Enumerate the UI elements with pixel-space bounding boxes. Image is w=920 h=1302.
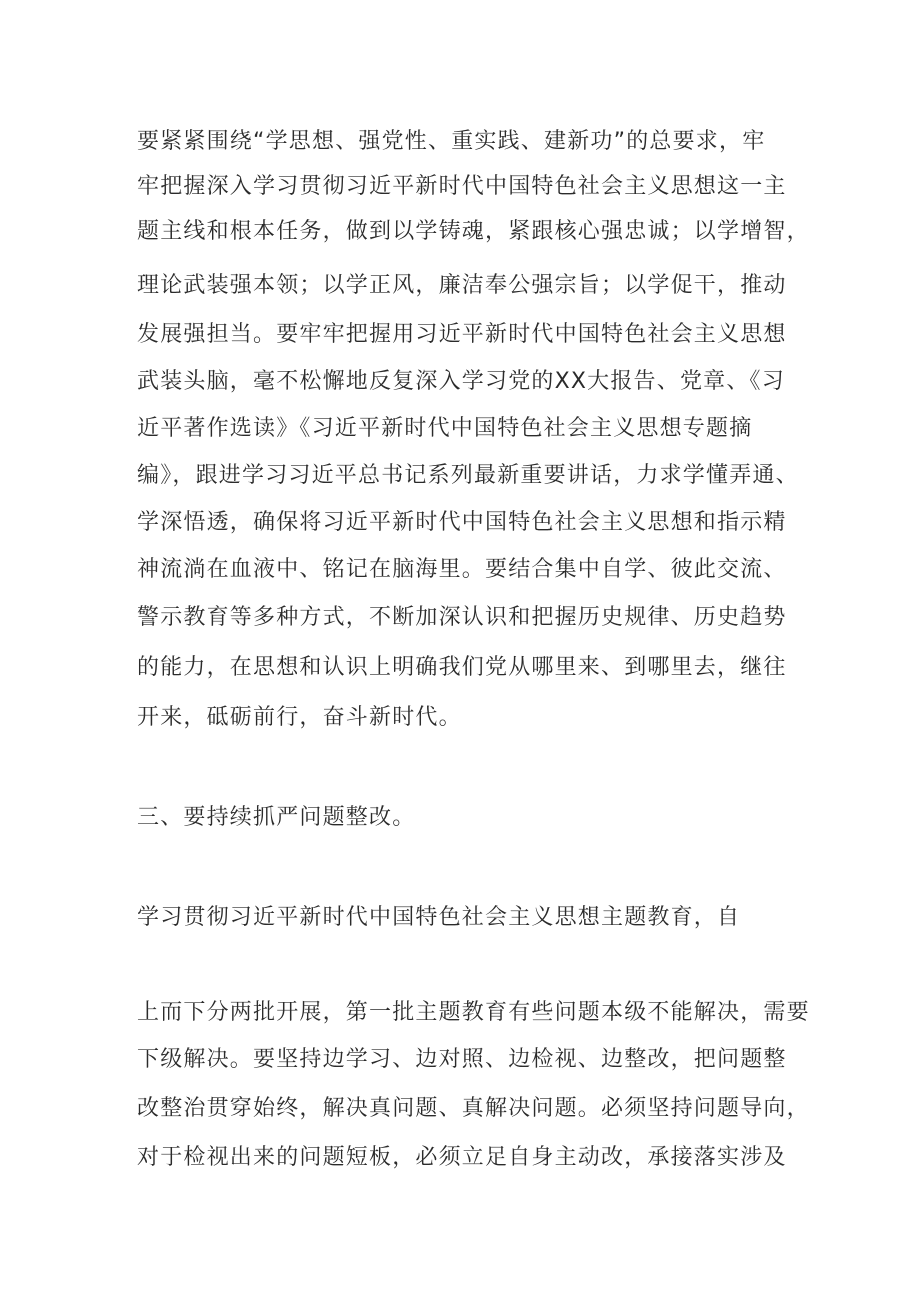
text-line: 编》，跟进学习习近平总书记系列最新重要讲话，力求学懂弄通、: [137, 463, 799, 488]
text-line: 牢把握深入学习贯彻习近平新时代中国特色社会主义思想这一主: [137, 174, 787, 199]
section-heading: 三、要持续抓严问题整改。: [137, 805, 416, 830]
text-line: 对于检视出来的问题短板，必须立足自身主动改，承接落实涉及: [137, 1145, 787, 1170]
text-line: 要紧紧围绕“学思想、强党性、重实践、建新功”的总要求，牢: [137, 129, 766, 154]
text-line: 武装头脑，毫不松懈地反复深入学习党的XX大报告、党章、《习: [137, 369, 785, 394]
text-line: 上而下分两批开展，第一批主题教育有些问题本级不能解决，需要: [137, 1000, 810, 1025]
text-line: 警示教育等多种方式，不断加深认识和把握历史规律、历史趋势: [137, 605, 787, 630]
text-line: 开来，砥砺前行，奋斗新时代。: [137, 705, 462, 730]
text-line: 的能力，在思想和认识上明确我们党从哪里来、到哪里去，继往: [137, 655, 787, 680]
text-line: 题主线和根本任务，做到以学铸魂，紧跟核心强忠诚；以学增智，: [137, 219, 810, 244]
text-line: 学深悟透，确保将习近平新时代中国特色社会主义思想和指示精: [137, 510, 787, 535]
text-line: 改整治贯穿始终，解决真问题、真解决问题。必须坚持问题导向，: [137, 1096, 810, 1121]
text-line: 下级解决。要坚持边学习、边对照、边检视、边整改，把问题整: [137, 1047, 787, 1072]
text-line: 理论武装强本领；以学正风，廉洁奉公强宗旨；以学促干，推动: [137, 273, 787, 298]
text-line: 神流淌在血液中、铭记在脑海里。要结合集中自学、彼此交流、: [137, 557, 787, 582]
text-line: 发展强担当。要牢牢把握用习近平新时代中国特色社会主义思想: [137, 322, 787, 347]
text-line: 学习贯彻习近平新时代中国特色社会主义思想主题教育，自: [137, 905, 741, 930]
text-line: 近平著作选读》《习近平新时代中国特色社会主义思想专题摘: [137, 416, 753, 441]
